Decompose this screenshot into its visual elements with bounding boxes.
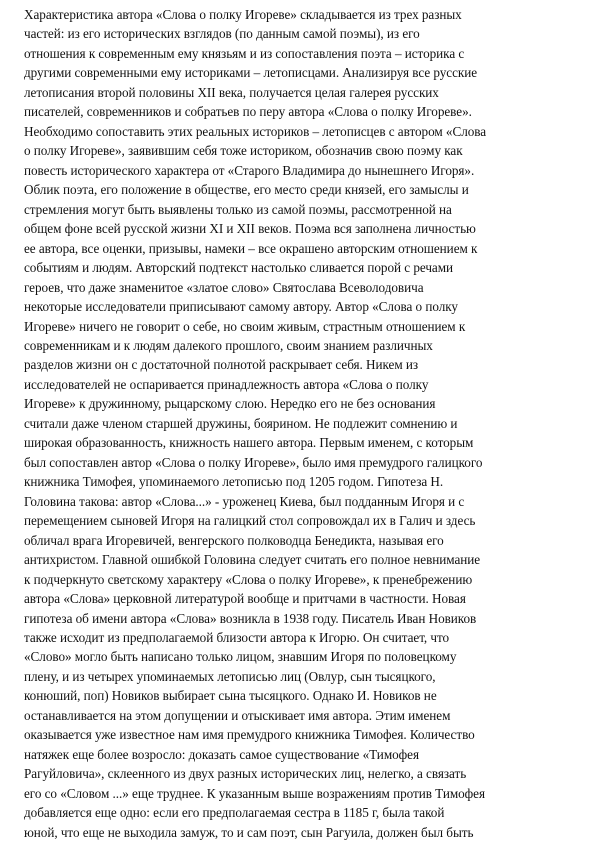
text-line: был сопоставлен автор «Слова о полку Игореве», было имя премудрого галицкого: [24, 454, 483, 470]
text-line: общем фоне всей русской жизни XI и XII веков. Поэма вся заполнена личностью: [24, 221, 476, 237]
text-line: летописания второй половины XII века, получается целая галерея русских: [24, 84, 439, 100]
text-line: перемещением сыновей Игоря на галицкий стол сопровождал их в Галич и здесь: [24, 513, 476, 529]
text-line: разделов жизни он с достаточной полнотой раскрывает себя. Никем из: [24, 357, 419, 373]
text-line: автора «Слова» церковной литературой вообще и притчами в частности. Новая: [24, 591, 466, 607]
text-line: гипотеза об имени автора «Слова» возникла в 1938 году. Писатель Иван Новиков: [24, 610, 477, 626]
text-line: Головина такова: автор «Слова...» - уроженец Киева, был подданным Игоря и с: [24, 493, 465, 509]
text-line: конюший, поп) Новиков выбирает сына тысяцкого. Однако И. Новиков не: [24, 688, 437, 704]
text-line: к подчеркнуто светскому характеру «Слова о полку Игореве», к пренебрежению: [24, 571, 473, 587]
text-line: натяжек еще более возросло: доказать самое существование «Тимофея: [24, 746, 419, 762]
text-line: Рагуйловича», склеенного из двух разных исторических лиц, нелегко, а связать: [24, 766, 467, 782]
text-line: событиям и людям. Авторский подтекст настолько сливается порой с речами: [24, 260, 454, 276]
text-line: юной, что еще не выходила замуж, то и сам поэт, сын Рагуила, должен был быть: [24, 824, 474, 840]
text-line: обличал врага Игоревичей, венгерского полководца Бенедикта, называя его: [24, 532, 444, 548]
text-line: Облик поэта, его положение в обществе, его место среди князей, его замыслы и: [24, 182, 469, 198]
text-line: останавливается на этом допущении и отыскивает имя автора. Этим именем: [24, 707, 451, 723]
text-line: ее автора, все оценки, призывы, намеки – все окрашено авторским отношением к: [24, 240, 478, 256]
text-line: отношения к современным ему князьям и из сопоставления поэта – историка с: [24, 45, 465, 61]
text-line: Характеристика автора «Слова о полку Игореве» складывается из трех разных: [24, 7, 462, 22]
text-line: Игореве» к дружинному, рыцарскому слою. Нередко его не без основания: [24, 396, 436, 412]
document-body-text: [24, 5, 584, 842]
text-line: книжника Тимофея, упоминаемого летописью под 1205 годом. Гипотеза Н.: [24, 474, 444, 490]
text-line: также исходит из предполагаемой близости автора к Игорю. Он считает, что: [24, 630, 450, 645]
text-line: повесть исторического характера от «Старого Владимира до нынешнего Игоря».: [24, 162, 475, 178]
text-line: считали даже членом старшей дружины, боярином. Не подлежит сомнению и: [24, 415, 458, 431]
text-line: антихристом. Главной ошибкой Головина следует считать его полное невнимание: [24, 552, 481, 568]
text-line: Игореве» ничего не говорит о себе, но своим живым, страстным отношением к: [24, 318, 466, 334]
text-line: его со «Словом ...» еще труднее. К указанным выше возражениям против Тимофея: [24, 785, 485, 801]
text-line: писателей, современников и собратьев по перу автора «Слова о полку Игореве».: [24, 104, 472, 120]
text-line: плену, и из четырех упоминаемых летописью лиц (Овлур, сын тысяцкого,: [24, 668, 436, 684]
text-line: исследователей не оспаривается принадлежность автора «Слова о полку: [24, 376, 429, 392]
text-line: оказывается уже известное нам имя премудрого книжника Тимофея. Количество: [24, 727, 475, 743]
text-line: Необходимо сопоставить этих реальных историков – летописцев с автором «Слова: [24, 123, 487, 139]
text-line: частей: из его исторических взглядов (по данным самой поэмы), из его: [24, 26, 420, 42]
text-line: героев, что даже знаменитое «златое слово» Святослава Всеволодовича: [24, 279, 424, 295]
text-line: широкая образованность, книжность нашего автора. Первым именем, с которым: [24, 435, 474, 451]
text-line: современникам и к людям далекого прошлого, своим знанием различных: [24, 337, 433, 353]
text-line: добавляется еще одно: если его предполагаемая сестра в 1185 г, была такой: [24, 805, 445, 821]
text-line: другими современными ему историками – летописцами. Анализируя все русские: [24, 65, 478, 81]
text-line: стремления могут быть выявлены только из самой поэмы, рассмотренной на: [24, 201, 452, 217]
text-line: некоторые исследователи приписывают самому автору. Автор «Слова о полку: [24, 299, 458, 315]
text-line: «Слово» могло быть написано только лицом, знавшим Игоря по половецкому: [24, 649, 457, 665]
text-line: о полку Игореве», заявившим себя тоже историком, обозначив свою поэму как: [24, 143, 463, 159]
